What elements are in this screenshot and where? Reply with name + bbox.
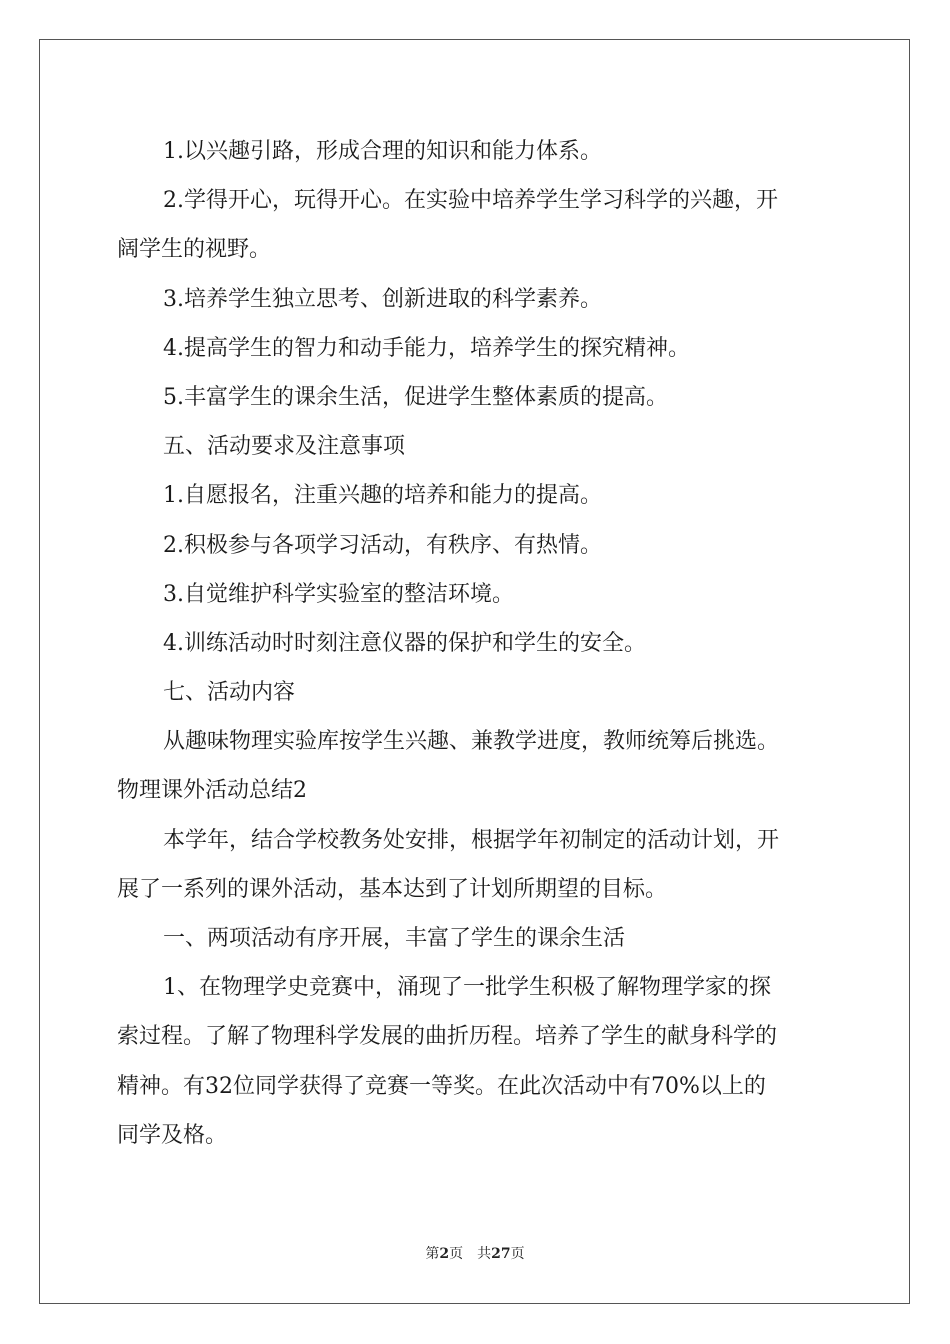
text-line-16: 展了一系列的课外活动，基本达到了计划所期望的目标。 (117, 876, 668, 902)
current-page-number: 2 (439, 1246, 450, 1262)
text-line-11: 4.训练活动时时刻注意仪器的保护和学生的安全。 (163, 630, 646, 656)
section-heading-7: 七、活动内容 (163, 680, 296, 706)
section-heading-5: 五、活动要求及注意事项 (163, 434, 406, 460)
text-line-19: 索过程。了解了物理科学发展的曲折历程。培养了学生的献身科学的 (117, 1024, 778, 1050)
text-line-1: 1.以兴趣引路，形成合理的知识和能力体系。 (163, 139, 602, 164)
document-title-2: 物理课外活动总结2 (117, 778, 307, 804)
total-unit: 页 (510, 1246, 525, 1262)
total-prefix: 共 (477, 1246, 492, 1262)
page-prefix: 第 (425, 1246, 440, 1262)
text-line-15: 本学年，结合学校教务处安排，根据学年初制定的活动计划，开 (163, 827, 780, 853)
text-line-9: 2.积极参与各项学习活动，有秩序、有热情。 (163, 532, 602, 558)
text-line-20: 精神。有32位同学获得了竞赛一等奖。在此次活动中有70%以上的 (117, 1073, 766, 1099)
text-line-4: 3.培养学生独立思考、创新进取的科学素养。 (163, 286, 602, 312)
page-footer (0, 1243, 950, 1263)
text-line-2: 2.学得开心，玩得开心。在实验中培养学生学习科学的兴趣，开 (163, 188, 778, 214)
text-line-6: 5.丰富学生的课余生活，促进学生整体素质的提高。 (163, 384, 668, 410)
section-heading-1: 一、两项活动有序开展，丰富了学生的课余生活 (163, 926, 626, 951)
text-line-8: 1.自愿报名，注重兴趣的培养和能力的提高。 (163, 483, 602, 509)
total-page-number: 27 (491, 1246, 511, 1262)
page-unit: 页 (449, 1246, 464, 1262)
document-body (117, 127, 837, 1160)
text-line-10: 3.自觉维护科学实验室的整洁环境。 (163, 581, 514, 607)
text-line-13: 从趣味物理实验库按学生兴趣、兼教学进度，教师统筹后挑选。 (163, 729, 780, 755)
text-line-5: 4.提高学生的智力和动手能力，培养学生的探究精神。 (163, 335, 690, 361)
text-line-18: 1、在物理学史竞赛中，涌现了一批学生积极了解物理学家的探 (163, 975, 771, 1001)
text-line-21: 同学及格。 (117, 1122, 228, 1148)
text-line-3: 阔学生的视野。 (117, 237, 272, 263)
